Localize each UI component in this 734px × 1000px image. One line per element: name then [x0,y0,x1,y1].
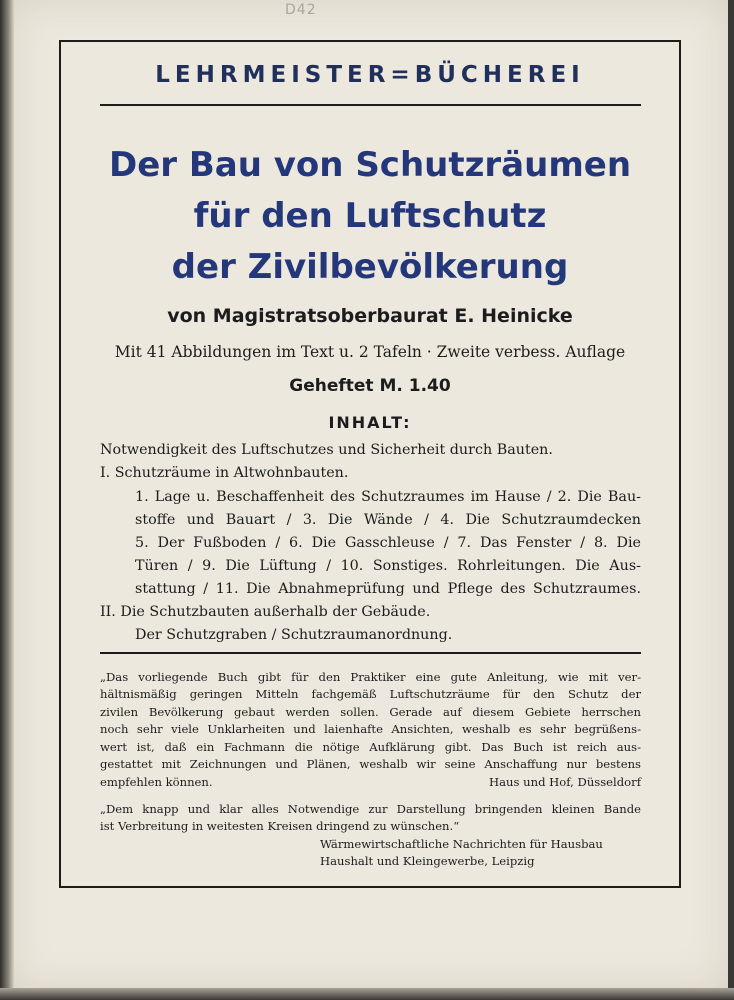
review-quote-line: noch sehr viele Unklarheiten und laienhafte Ansichten, weshalb es sehr begrüßens- [100,722,641,736]
contents-entry: Türen / 9. Die Lüftung / 10. Sonstiges. Rohrleitungen. Die Aus- [135,558,641,574]
page-edge [0,0,14,1000]
review-source: Haus und Hof, Düsseldorf [489,775,641,789]
review-quote-line: zivilen Bevölkerung gebaut werden sollen. Gerade auf diesem Gebiete herrschen [100,705,641,719]
contents-part-2: II. Die Schutzbauten außerhalb der Gebäude. [100,604,431,620]
book-title-line-2: für den Luftschutz [193,196,547,236]
contents-part-1: I. Schutzräume in Altwohnbauten. [100,465,349,481]
contents-intro: Notwendigkeit des Luftschutzes und Sicherheit durch Bauten. [100,442,553,458]
review-quote-line: hältnismäßig geringen Mitteln fachgemäß Luftschutzräume für den Schutz der [100,687,641,701]
review-source: Haushalt und Kleingewerbe, Leipzig [320,854,535,868]
book-title-line-3: der Zivilbevölkerung [171,247,569,287]
divider [100,652,641,654]
author-line: von Magistratsoberbaurat E. Heinicke [167,305,573,327]
series-title: LEHRMEISTER=BÜCHEREI [155,62,585,88]
review-quote-line: „Das vorliegende Buch gibt für den Praktiker eine gute Anleitung, wie mit ver- [100,670,641,684]
edition-line: Mit 41 Abbildungen im Text u. 2 Tafeln · Zweite verbess. Auflage [114,343,626,361]
contents-entry: stoffe und Bauart / 3. Die Wände / 4. Die Schutzraumdecken [135,512,641,528]
divider [100,104,641,106]
review-quote-line: empfehlen können. [100,775,213,789]
review-quote-line: gestattet mit Zeichnungen und Plänen, weshalb wir seine Anschaffung nur bestens [100,757,641,771]
price-line: Geheftet M. 1.40 [289,376,451,396]
review-quote-line: wert ist, daß ein Fachmann die nötige Aufklärung gibt. Das Buch ist reich aus- [100,740,641,754]
contents-entry: 1. Lage u. Beschaffenheit des Schutzraumes im Hause / 2. Die Bau- [135,489,641,505]
review-quote-line: „Dem knapp und klar alles Notwendige zur Darstellung bringenden kleinen Bande [100,802,641,816]
contents-entry: stattung / 11. Die Abnahmeprüfung und Pflege des Schutzraumes. [135,581,641,597]
contents-heading: INHALT: [328,413,412,432]
book-title-line-1: Der Bau von Schutzräumen [108,145,632,185]
contents-entry: Der Schutzgraben / Schutzraumanordnung. [135,627,453,643]
pencil-note: D42 [285,2,317,18]
contents-entry: 5. Der Fußboden / 6. Die Gasschleuse / 7. Das Fenster / 8. Die [135,535,641,551]
page-edge-bottom [0,988,734,1000]
review-source: Wärmewirtschaftliche Nachrichten für Hausbau [320,837,603,851]
review-quote-line: ist Verbreitung in weitesten Kreisen dringend zu wünschen.“ [100,819,460,833]
